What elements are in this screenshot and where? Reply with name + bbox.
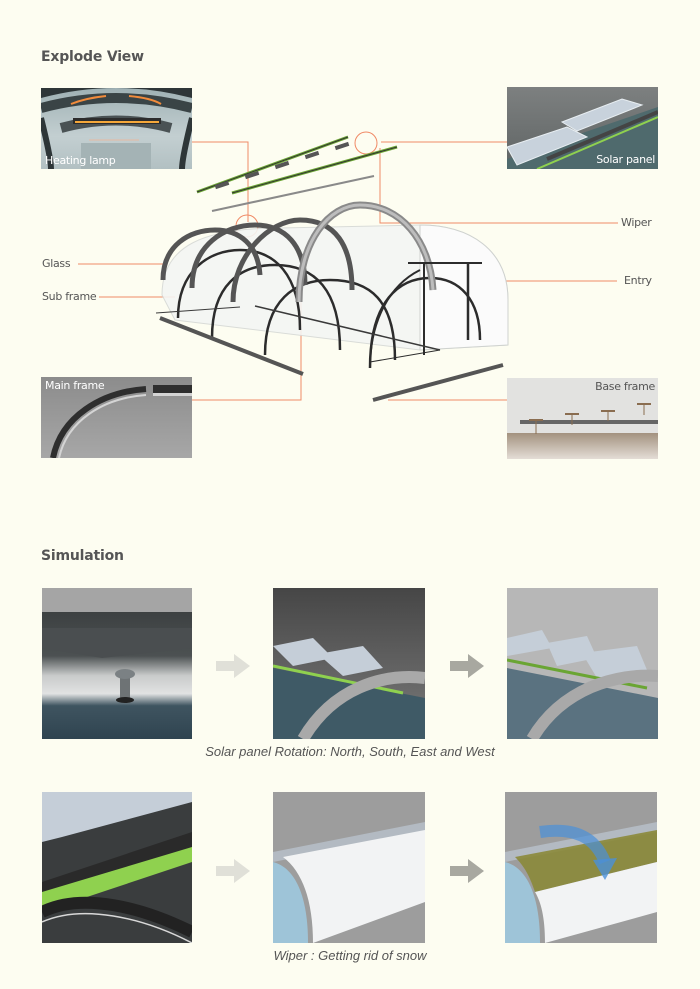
wiper-frame-3 — [505, 792, 657, 943]
solar-rotation-frame-3-render — [507, 588, 658, 739]
arrow-icon — [216, 859, 250, 883]
simulation-title: Simulation — [41, 548, 124, 564]
solar-panel-caption: Solar panel — [596, 153, 655, 166]
arrow-icon — [216, 654, 250, 678]
heating-lamp-caption: Heating lamp — [45, 154, 116, 167]
wiper-frame-2 — [273, 792, 425, 943]
base-frame-caption: Base frame — [595, 380, 655, 393]
wiper-frame-3-render — [505, 792, 657, 943]
wiper-label: Wiper — [621, 216, 652, 229]
base-frame-thumbnail — [507, 378, 658, 459]
wiper-frame-1 — [42, 792, 192, 943]
main-frame-thumbnail — [41, 377, 192, 458]
wiper-caption: Wiper : Getting rid of snow — [273, 948, 427, 963]
heating-lamp-thumbnail — [41, 88, 192, 169]
solar-rotation-caption: Solar panel Rotation: North, South, East and West — [205, 744, 495, 759]
main-frame-caption: Main frame — [45, 379, 105, 392]
wiper-frame-2-render — [273, 792, 425, 943]
arrow-icon — [450, 654, 484, 678]
solar-rotation-frame-1-render — [42, 588, 192, 739]
entry-label: Entry — [624, 274, 652, 287]
wiper-frame-1-render — [42, 792, 192, 943]
sub-frame-label: Sub frame — [42, 290, 97, 303]
solar-rotation-frame-2-render — [273, 588, 425, 739]
solar-rotation-frame-2 — [273, 588, 425, 739]
arrow-icon — [450, 859, 484, 883]
solar-rotation-frame-3 — [507, 588, 658, 739]
glass-label: Glass — [42, 257, 71, 270]
solar-panel-thumbnail — [507, 87, 658, 169]
explode-view-title: Explode View — [41, 49, 144, 65]
solar-rotation-frame-1 — [42, 588, 192, 739]
